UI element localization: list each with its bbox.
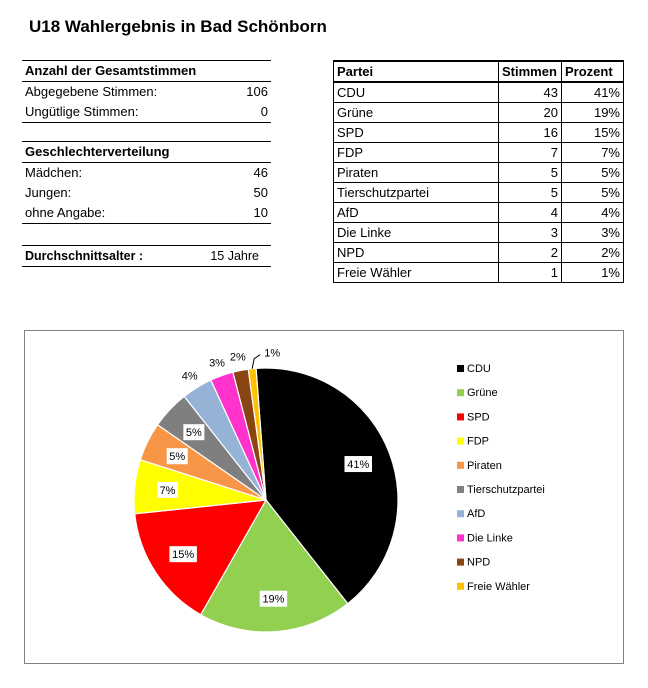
- party-cell: AfD: [334, 203, 499, 223]
- data-label: 2%: [229, 351, 246, 364]
- data-label: 3%: [209, 357, 225, 370]
- pie-chart: [25, 331, 623, 663]
- percent-cell: 15%: [562, 123, 624, 143]
- legend-swatch: [457, 365, 464, 372]
- total-votes-table: [22, 60, 271, 123]
- cast-votes-row: [22, 82, 271, 102]
- data-label: 1%: [264, 347, 281, 360]
- votes-cell: 2: [499, 243, 562, 263]
- legend-entry: Freie Wähler: [467, 580, 530, 593]
- percent-cell: 3%: [562, 223, 624, 243]
- legend-entry: Piraten: [467, 459, 502, 472]
- results-header-row: [334, 61, 624, 82]
- legend-entry: CDU: [467, 363, 491, 375]
- data-label: 5%: [169, 451, 186, 464]
- party-cell: FDP: [334, 143, 499, 163]
- percent-cell: 7%: [562, 143, 624, 163]
- votes-cell: 16: [499, 123, 562, 143]
- invalid-votes-row: [22, 102, 271, 123]
- table-row: [334, 163, 624, 183]
- table-row: [334, 203, 624, 223]
- average-age-value: 15 Jahre: [210, 249, 259, 263]
- girls-row: [22, 163, 271, 183]
- page-title: U18 Wahlergebnis in Bad Schönborn: [29, 17, 327, 36]
- leader-line: [252, 355, 260, 369]
- votes-cell: 3: [499, 223, 562, 243]
- table-row: [334, 123, 624, 143]
- average-age-row: [22, 245, 271, 267]
- legend-swatch: [457, 389, 464, 396]
- header-votes: Stimmen: [499, 61, 562, 82]
- legend-entry: Grüne: [467, 387, 498, 400]
- legend-entry: NPD: [467, 556, 491, 569]
- average-age-table: [22, 245, 271, 267]
- no-answer-value: 10: [253, 205, 268, 220]
- votes-cell: 1: [499, 263, 562, 283]
- percent-cell: 2%: [562, 243, 624, 263]
- votes-header: Anzahl der Gesamtstimmen: [25, 63, 197, 78]
- gender-header: Geschlechterverteilung: [25, 144, 170, 159]
- party-cell: Tierschutzpartei: [334, 183, 499, 203]
- table-row: [334, 243, 624, 263]
- legend-swatch: [457, 559, 464, 566]
- data-label: 7%: [159, 484, 176, 497]
- average-age-label: Durchschnittsalter :: [25, 249, 144, 263]
- party-cell: Die Linke: [334, 223, 499, 243]
- legend-swatch: [457, 534, 464, 541]
- data-label: 5%: [185, 427, 202, 440]
- legend-entry: Tierschutzpartei: [467, 484, 545, 496]
- table-row: [334, 103, 624, 123]
- party-cell: CDU: [334, 82, 499, 103]
- data-label: 15%: [172, 549, 195, 562]
- percent-cell: 19%: [562, 103, 624, 123]
- boys-label: Jungen:: [25, 185, 72, 200]
- invalid-votes-label: Ungütlige Stimmen:: [25, 104, 139, 119]
- cast-votes-value: 106: [246, 84, 268, 99]
- results-table: [333, 60, 624, 283]
- table-row: [334, 82, 624, 103]
- percent-cell: 5%: [562, 183, 624, 203]
- table-row: [334, 263, 624, 283]
- party-cell: Freie Wähler: [334, 263, 499, 283]
- percent-cell: 1%: [562, 263, 624, 283]
- data-label: 41%: [347, 459, 370, 472]
- percent-cell: 4%: [562, 203, 624, 223]
- percent-cell: 5%: [562, 163, 624, 183]
- votes-cell: 5: [499, 163, 562, 183]
- header-party: Partei: [334, 61, 499, 82]
- girls-value: 46: [253, 165, 268, 180]
- legend-entry: AfD: [467, 508, 486, 521]
- chart-frame: [24, 330, 624, 664]
- party-cell: Grüne: [334, 103, 499, 123]
- legend-entry: Die Linke: [467, 532, 513, 545]
- boys-value: 50: [253, 185, 268, 200]
- percent-cell: 41%: [562, 82, 624, 103]
- legend-swatch: [457, 438, 464, 445]
- legend-swatch: [457, 413, 464, 420]
- legend-swatch: [457, 583, 464, 590]
- legend-swatch: [457, 462, 464, 469]
- votes-cell: 5: [499, 183, 562, 203]
- cast-votes-label: Abgegebene Stimmen:: [25, 84, 158, 99]
- girls-label: Mädchen:: [25, 165, 83, 180]
- votes-cell: 7: [499, 143, 562, 163]
- table-row: [334, 223, 624, 243]
- party-cell: NPD: [334, 243, 499, 263]
- party-cell: Piraten: [334, 163, 499, 183]
- no-answer-label: ohne Angabe:: [25, 205, 106, 220]
- gender-table: [22, 141, 271, 224]
- invalid-votes-value: 0: [260, 104, 268, 119]
- no-answer-row: [22, 203, 271, 224]
- data-label: 4%: [181, 370, 198, 383]
- table-row: [334, 143, 624, 163]
- legend-swatch: [457, 510, 464, 517]
- data-label: 19%: [262, 593, 285, 606]
- boys-row: [22, 183, 271, 203]
- legend-entry: SPD: [467, 411, 490, 424]
- legend-swatch: [457, 486, 464, 493]
- votes-cell: 4: [499, 203, 562, 223]
- legend-entry: FDP: [467, 435, 489, 448]
- votes-cell: 43: [499, 82, 562, 103]
- table-row: [334, 183, 624, 203]
- header-percent: Prozent: [562, 61, 624, 82]
- votes-header-row: [22, 60, 271, 82]
- party-cell: SPD: [334, 123, 499, 143]
- gender-header-row: [22, 141, 271, 163]
- votes-cell: 20: [499, 103, 562, 123]
